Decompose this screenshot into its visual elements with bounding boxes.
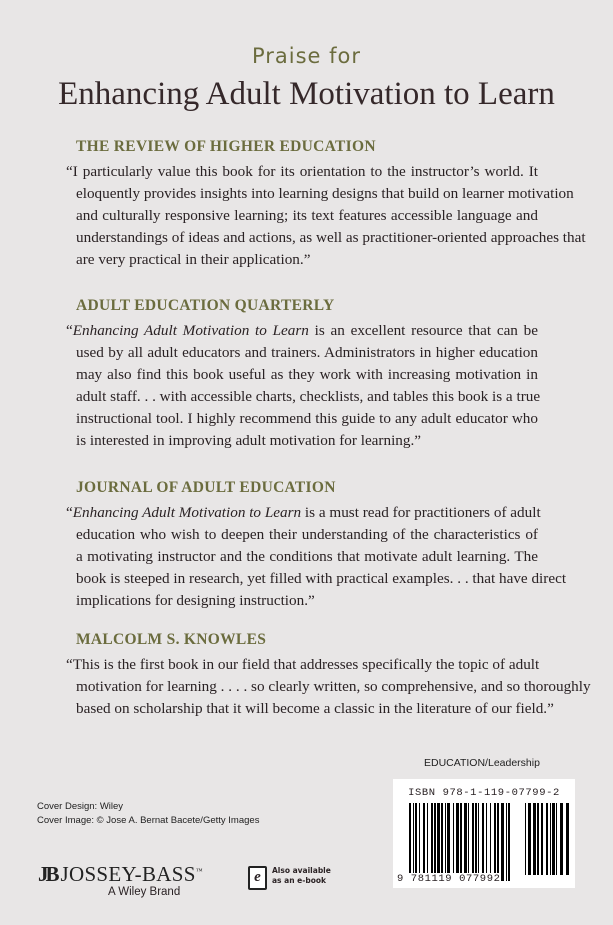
quote-text: Enhancing Adult Motivation to Learn	[72, 322, 309, 339]
barcode-bar	[482, 803, 484, 881]
barcode-bar	[566, 803, 569, 875]
barcode-bar	[490, 803, 491, 881]
quote-text: is an excellent resource that can be	[308, 322, 538, 339]
review-quote	[66, 654, 591, 720]
barcode-bar	[478, 803, 479, 881]
quote-text: Enhancing Adult Motivation to Learn	[72, 504, 302, 521]
quote-line: instructional tool. I highly recommend this guide to any adult educator who	[76, 410, 538, 427]
barcode-bar	[506, 803, 507, 881]
quote-line: and culturally responsive learning; its text features accessible language and	[76, 207, 538, 224]
quote-line: implications for designing instruction.”	[76, 592, 315, 609]
quote-line: based on scholarship that it will become a classic in the literature of our field.”	[76, 700, 554, 717]
cover-design-credit: Cover Design: Wiley	[37, 801, 124, 812]
barcode-bar	[550, 803, 551, 875]
barcode-bar	[472, 803, 474, 881]
quote-text: I particularly value this book for its orientation to the instructor’s world. It	[72, 163, 538, 180]
quote-text: is a must read for practitioners of adult	[301, 504, 541, 521]
quote-line: is interested in improving adult motivation for learning.”	[76, 432, 422, 449]
barcode-bar	[525, 803, 526, 875]
category-label: EDUCATION/Leadership	[424, 757, 540, 769]
quote-line: education who wish to deepen their understanding of the characteristics of	[76, 526, 538, 543]
ebook-icon: e	[248, 866, 267, 890]
cover-image-credit: Cover Image: © Jose A. Bernat Bacete/Getty Images	[37, 815, 260, 826]
barcode-bar	[431, 803, 433, 881]
barcode-bars	[409, 803, 571, 883]
barcode-bar	[413, 803, 414, 881]
barcode-bar	[556, 803, 557, 875]
quote-line	[66, 502, 541, 524]
barcode-bar	[508, 803, 510, 881]
quote-line: motivation for learning . . . . so clearly written, so comprehensive, and so thoroughly	[76, 678, 591, 695]
barcode-bar	[434, 803, 436, 881]
barcode-bar	[409, 803, 411, 881]
review-source: THE REVIEW OF HIGHER EDUCATION	[76, 138, 376, 155]
ean-digits: 9 781119 077992	[397, 873, 501, 885]
barcode-bar	[537, 803, 539, 875]
wiley-brand-label: A Wiley Brand	[108, 886, 181, 898]
review-quote	[66, 502, 567, 612]
review-source: JOURNAL OF ADULT EDUCATION	[76, 479, 336, 496]
barcode-bar	[533, 803, 536, 875]
barcode-bar	[419, 803, 420, 881]
isbn-text: ISBN 978-1-119-07799-2	[408, 787, 560, 799]
book-title: Enhancing Adult Motivation to Learn	[58, 76, 555, 112]
barcode-bar	[497, 803, 499, 881]
review-quote	[66, 161, 586, 271]
quote-text: “	[66, 163, 73, 180]
quote-line	[66, 320, 538, 342]
isbn-barcode	[393, 779, 575, 888]
barcode-bar	[415, 803, 417, 881]
barcode-bar	[423, 803, 425, 881]
ebook-availability: Also available as an e-book	[272, 866, 331, 885]
jossey-bass-logo: JB JOSSEY-BASS™	[38, 862, 203, 886]
barcode-bar	[456, 803, 459, 881]
quote-line: a motivating instructor and the conditions that motivate adult learning. The	[76, 548, 538, 565]
barcode-bar	[447, 803, 450, 881]
quote-line: eloquently provides insights into learning designs that build on learner motivation	[76, 185, 574, 202]
barcode-bar	[546, 803, 548, 875]
barcode-bar	[460, 803, 462, 881]
barcode-bar	[494, 803, 496, 881]
barcode-bar	[552, 803, 555, 875]
quote-line	[66, 654, 538, 676]
quote-line: are very practical in their application.”	[76, 251, 311, 268]
review-source: ADULT EDUCATION QUARTERLY	[76, 297, 335, 314]
quote-text: “	[66, 656, 73, 673]
barcode-bar	[441, 803, 443, 881]
barcode-bar	[501, 803, 504, 881]
barcode-bar	[427, 803, 428, 881]
quote-line: may also find this book useful as they work with increasing motivation in	[76, 366, 538, 383]
barcode-bar	[560, 803, 563, 875]
quote-text: “	[66, 322, 73, 339]
barcode-bar	[453, 803, 454, 881]
quote-text: This is the first book in our field that addresses specifically the topic of adult	[72, 656, 540, 673]
review-quote	[66, 320, 541, 452]
praise-label: Praise for	[251, 44, 362, 68]
quote-line: understandings of ideas and actions, as well as practitioner-oriented approaches that	[76, 229, 586, 246]
quote-text: “	[66, 504, 73, 521]
barcode-bar	[445, 803, 446, 881]
barcode-bar	[475, 803, 477, 881]
quote-line: used by all adult educators and trainers. Administrators in higher education	[76, 344, 538, 361]
barcode-bar	[541, 803, 543, 875]
barcode-bar	[468, 803, 469, 881]
barcode-bar	[437, 803, 440, 881]
review-source: MALCOLM S. KNOWLES	[76, 631, 267, 648]
quote-line	[66, 161, 538, 183]
barcode-bar	[528, 803, 531, 875]
barcode-bar	[464, 803, 467, 881]
quote-line: adult staff. . . with accessible charts, checklists, and tables this book is a true	[76, 388, 541, 405]
quote-line: book is steeped in research, yet filled with practical examples. . . that have direct	[76, 570, 567, 587]
barcode-bar	[486, 803, 487, 881]
